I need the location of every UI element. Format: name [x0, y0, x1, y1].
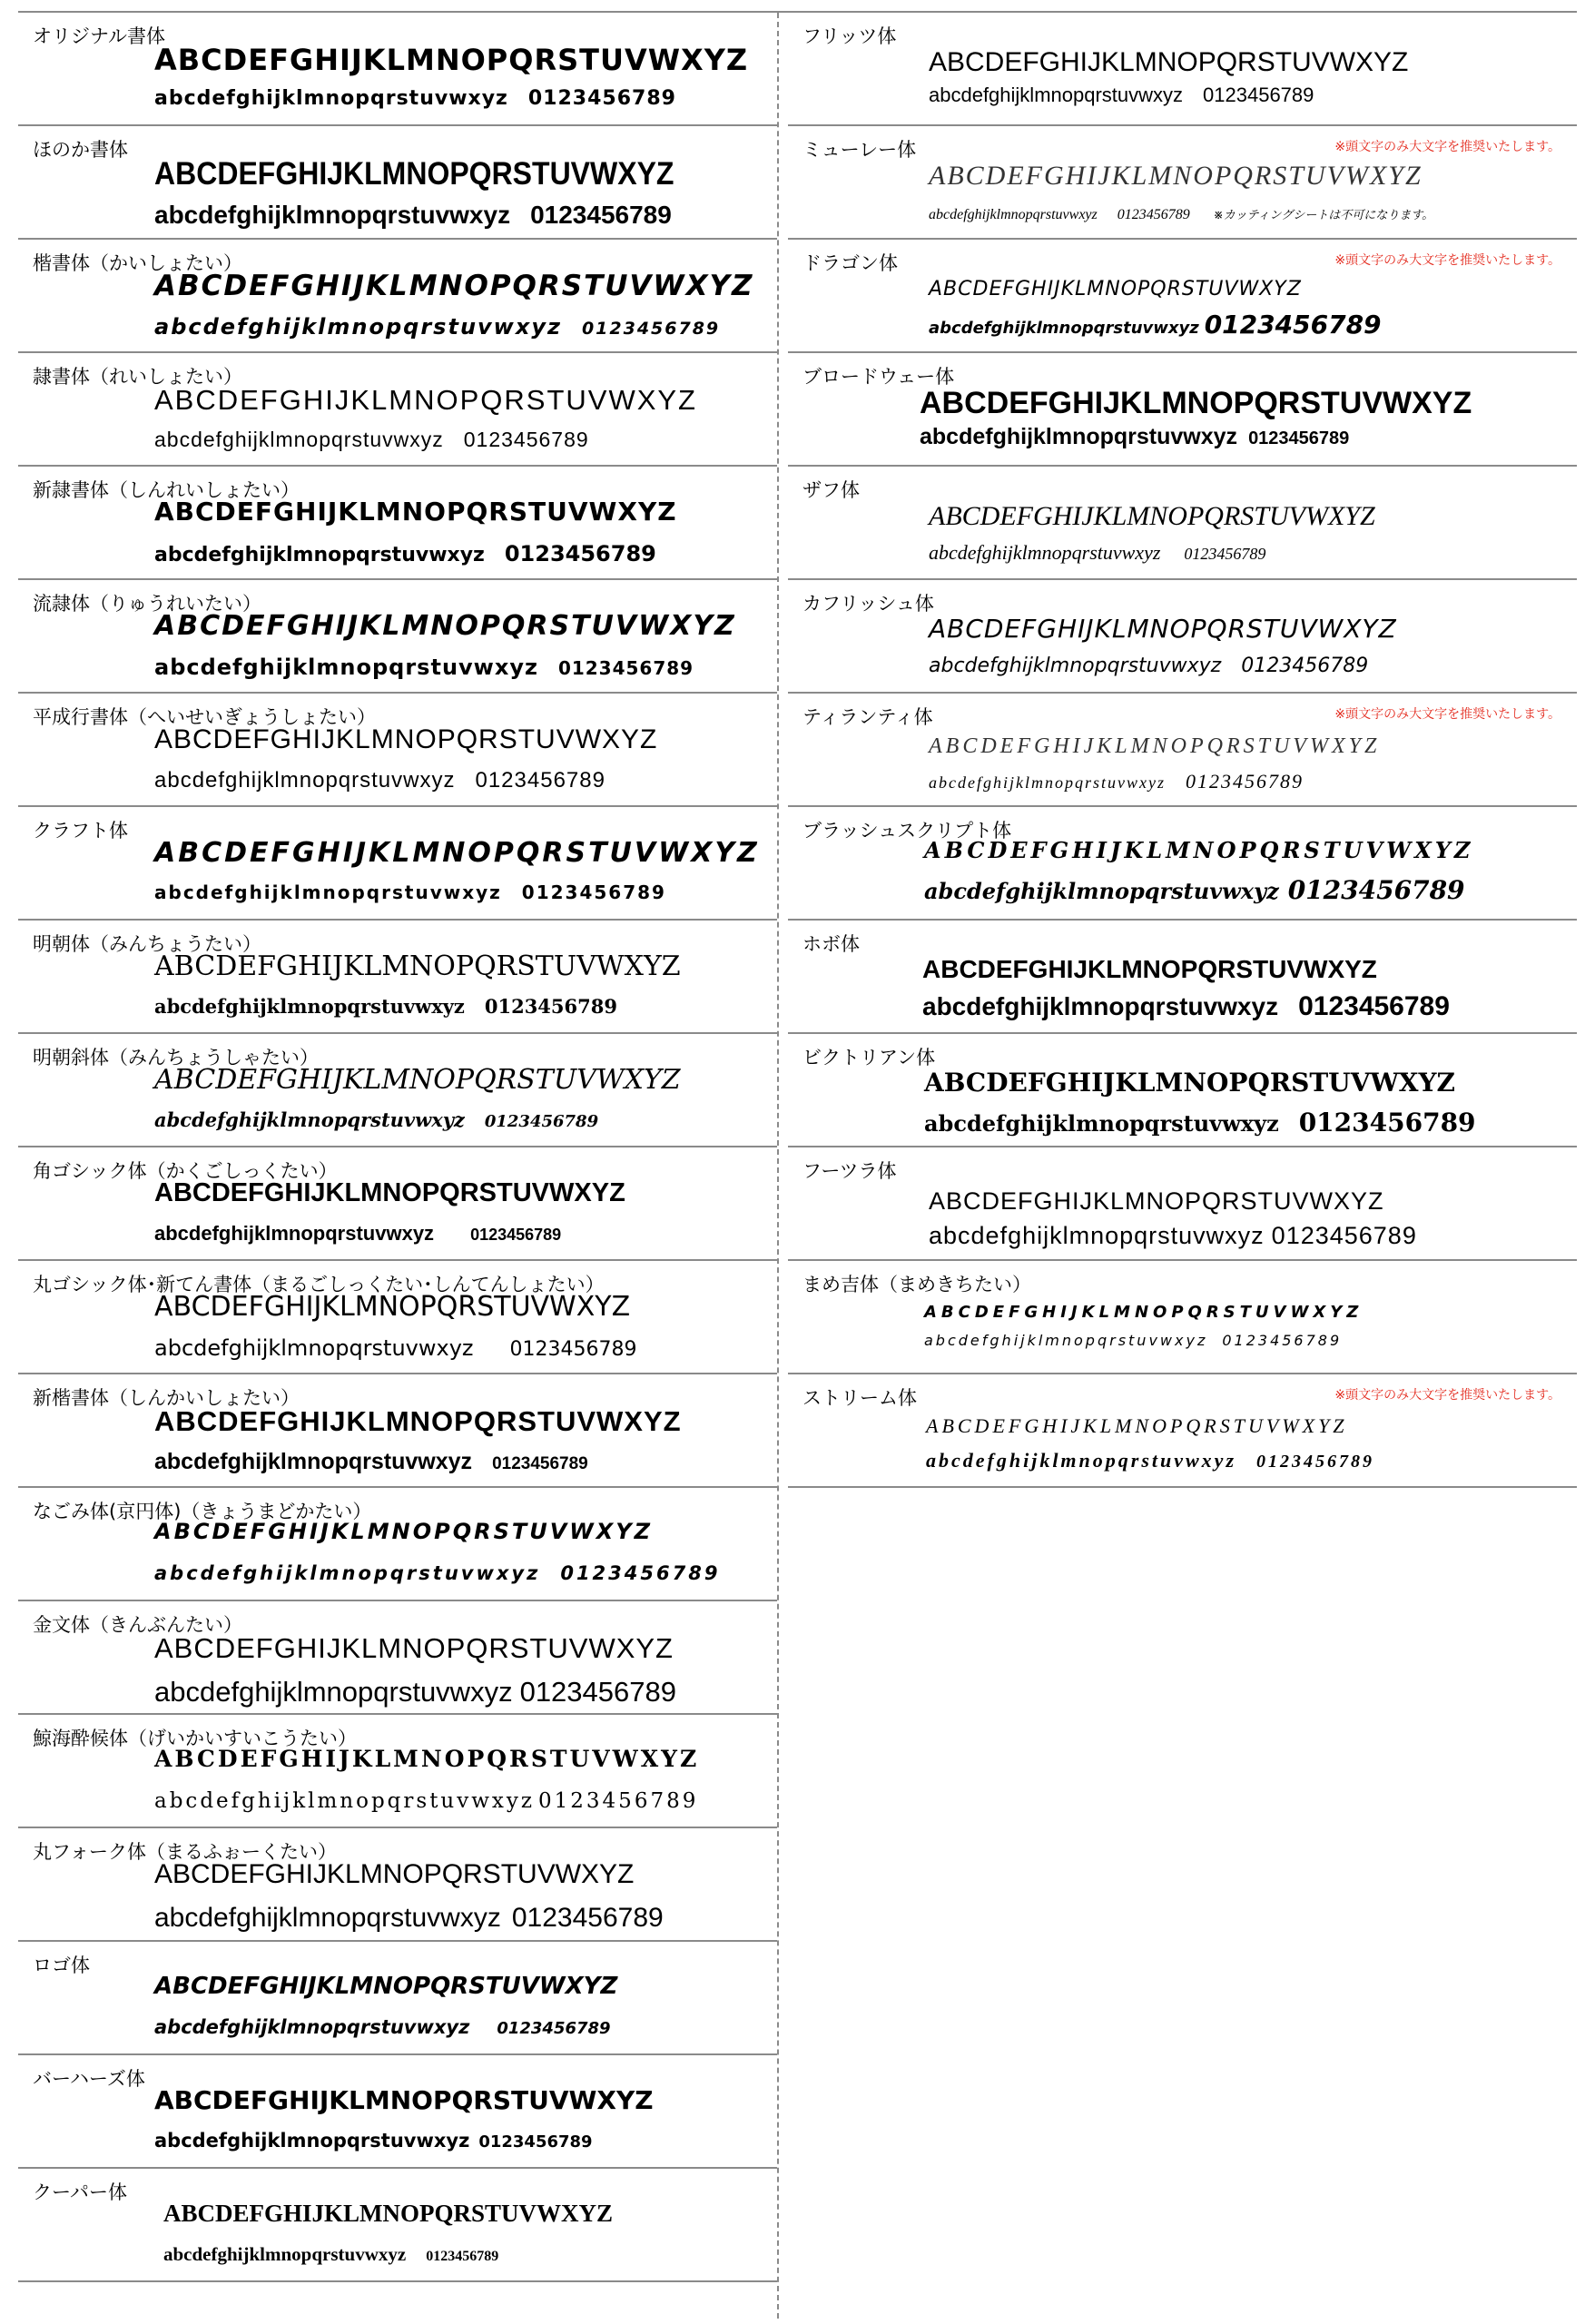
font-row-dragon [788, 240, 1577, 353]
sample-uppercase: ABCDEFGHIJKLMNOPQRSTUVWXYZ [163, 2200, 614, 2227]
sample-uppercase: ABCDEFGHIJKLMNOPQRSTUVWXYZ [929, 161, 1423, 191]
sample-uppercase: ABCDEFGHIJKLMNOPQRSTUVWXYZ [154, 2085, 654, 2115]
capital-note: ※頭文字のみ大文字を推奨いたします。 [1334, 140, 1561, 154]
font-label: 楷書体（かいしょたい） [33, 252, 242, 274]
font-row-reisho [18, 353, 777, 467]
sample-lower-text: abcdefghijklmnopqrstuvwxyz [154, 1562, 541, 1584]
sample-digits: 0123456789 [1298, 1108, 1476, 1137]
sample-lower-text: abcdefghijklmnopqrstuvwxyz [154, 1676, 513, 1708]
sample-lower-text: abcdefghijklmnopqrstuvwxyz [924, 1332, 1208, 1349]
sample-lowercase [154, 2018, 611, 2037]
font-row-ryu-rei [18, 580, 777, 694]
sample-uppercase: ABCDEFGHIJKLMNOPQRSTUVWXYZ [154, 43, 749, 77]
font-label: 明朝斜体（みんちょうしゃたい） [33, 1047, 319, 1068]
sample-uppercase: ABCDEFGHIJKLMNOPQRSTUVWXYZ [926, 1414, 1348, 1437]
sample-digits: 0123456789 [560, 1562, 721, 1584]
font-row-broadway [788, 353, 1577, 467]
font-row-barhaus [18, 2055, 777, 2169]
sample-uppercase: ABCDEFGHIJKLMNOPQRSTUVWXYZ [929, 614, 1397, 644]
font-row-brush-script [788, 807, 1577, 921]
sample-digits: 0123456789 [1248, 428, 1350, 448]
sample-uppercase: ABCDEFGHIJKLMNOPQRSTUVWXYZ [154, 384, 697, 416]
sample-uppercase: ABCDEFGHIJKLMNOPQRSTUVWXYZ [154, 1746, 700, 1772]
sample-lowercase [154, 656, 694, 678]
font-label: フーツラ体 [802, 1160, 897, 1182]
font-label: 明朝体（みんちょうたい） [33, 933, 261, 955]
font-label: クラフト体 [33, 820, 128, 842]
sample-lower-text: abcdefghijklmnopqrstuvwxyz [929, 319, 1199, 338]
sample-lowercase [926, 1451, 1374, 1471]
sample-digits: 0123456789 [1204, 310, 1382, 340]
sample-lower-text: abcdefghijklmnopqrstuvwxyz [154, 1449, 473, 1474]
font-label: ブロードウェー体 [802, 366, 955, 388]
font-row-victorian [788, 1034, 1577, 1147]
font-label: ホボ体 [802, 933, 860, 955]
sample-lowercase [154, 316, 720, 338]
sample-digits: 0123456789 [1117, 207, 1190, 222]
sample-lowercase [154, 1110, 598, 1130]
sample-lowercase [929, 1224, 1417, 1248]
sample-digits: 0123456789 [475, 768, 606, 793]
font-row-logo [18, 1942, 777, 2055]
font-label: 角ゴシック体（かくごしっくたい） [33, 1160, 338, 1182]
font-label: ほのか書体 [33, 139, 128, 161]
sample-uppercase: ABCDEFGHIJKLMNOPQRSTUVWXYZ [154, 610, 736, 642]
sample-digits: 0123456789 [509, 1338, 637, 1361]
cutting-sheet-note: ※カッティングシートは不可になります。 [1213, 209, 1434, 222]
sample-lower-text: abcdefghijklmnopqrstuvwxyz [926, 1449, 1237, 1472]
sample-uppercase: ABCDEFGHIJKLMNOPQRSTUVWXYZ [154, 1859, 635, 1889]
sample-digits: 0123456789 [497, 2019, 611, 2038]
sample-uppercase: ABCDEFGHIJKLMNOPQRSTUVWXYZ [922, 955, 1377, 983]
font-row-original [18, 13, 777, 126]
sample-uppercase: ABCDEFGHIJKLMNOPQRSTUVWXYZ [920, 386, 1472, 420]
sample-lower-text: abcdefghijklmnopqrstuvwxyz [154, 768, 456, 793]
sample-uppercase: ABCDEFGHIJKLMNOPQRSTUVWXYZ [924, 1303, 1364, 1322]
sample-digits: 0123456789 [521, 881, 666, 903]
sample-lowercase [154, 89, 676, 109]
font-row-stream [788, 1374, 1577, 1488]
sample-lower-text: abcdefghijklmnopqrstuvwxyz [154, 1335, 474, 1361]
sample-uppercase: ABCDEFGHIJKLMNOPQRSTUVWXYZ [154, 950, 681, 982]
capital-note: ※頭文字のみ大文字を推奨いたします。 [1334, 707, 1561, 722]
sample-lowercase [154, 1905, 664, 1932]
sample-uppercase: ABCDEFGHIJKLMNOPQRSTUVWXYZ [154, 724, 658, 754]
sample-lower-text: abcdefghijklmnopqrstuvwxyz [929, 207, 1098, 222]
font-row-tiranti [788, 694, 1577, 807]
sample-lower-text: abcdefghijklmnopqrstuvwxyz [929, 773, 1166, 792]
font-row-murray [788, 126, 1577, 240]
font-label: なごみ体(京円体)（きょうまどかたい） [33, 1501, 372, 1522]
sample-digits: 0123456789 [1287, 875, 1465, 905]
sample-lower-text: abcdefghijklmnopqrstuvwxyz [154, 87, 508, 110]
sample-digits: 0123456789 [1256, 1452, 1375, 1472]
sample-lowercase [920, 426, 1349, 448]
sample-lower-text: abcdefghijklmnopqrstuvwxyz [924, 878, 1279, 904]
sample-digits: 0123456789 [484, 1112, 599, 1131]
sample-lowercase [929, 772, 1304, 792]
font-row-kaflisch [788, 580, 1577, 694]
font-row-maru-folk [18, 1828, 777, 1942]
sample-uppercase: ABCDEFGHIJKLMNOPQRSTUVWXYZ [924, 1068, 1455, 1098]
sample-lower-text: abcdefghijklmnopqrstuvwxyz [929, 541, 1161, 564]
font-label: ザフ体 [802, 479, 860, 501]
capital-note: ※頭文字のみ大文字を推奨いたします。 [1334, 1388, 1561, 1403]
sample-lower-text: abcdefghijklmnopqrstuvwxyz [154, 428, 444, 451]
sample-digits: 0123456789 [484, 995, 617, 1018]
sample-lower-text: abcdefghijklmnopqrstuvwxyz [154, 2130, 470, 2152]
sample-digits: 0123456789 [519, 1676, 676, 1708]
sample-lowercase [154, 1337, 637, 1360]
sample-lowercase [154, 997, 617, 1016]
font-label: 丸ゴシック体･新てん書体（まるごしっくたい･しんてんしょたい） [33, 1274, 605, 1295]
font-label: 平成行書体（へいせいぎょうしょたい） [33, 706, 376, 728]
sample-digits: 0123456789 [538, 1789, 699, 1813]
sample-digits: 0123456789 [557, 657, 694, 679]
sample-digits: 0123456789 [1185, 770, 1304, 793]
sample-lowercase [154, 429, 589, 450]
font-row-maru-gothic [18, 1261, 777, 1374]
font-row-geikai-suikou [18, 1715, 777, 1828]
font-label: ストリーム体 [802, 1387, 917, 1409]
font-label: まめ吉体（まめきちたい） [802, 1274, 1031, 1295]
sample-uppercase: ABCDEFGHIJKLMNOPQRSTUVWXYZ [154, 1973, 618, 2000]
sample-lowercase [154, 1224, 561, 1244]
left-font-column [18, 13, 777, 2282]
font-row-futura [788, 1147, 1577, 1261]
font-row-fritz [788, 13, 1577, 126]
font-row-kaku-gothic [18, 1147, 777, 1261]
sample-lower-text: abcdefghijklmnopqrstuvwxyz [924, 1110, 1279, 1137]
sample-lower-text: abcdefghijklmnopqrstuvwxyz [154, 1108, 465, 1131]
sample-lower-text: abcdefghijklmnopqrstuvwxyz [920, 424, 1238, 449]
sample-digits: 0123456789 [463, 428, 589, 451]
sample-lowercase [154, 883, 666, 901]
font-label: ドラゴン体 [802, 252, 898, 274]
font-row-cooper [18, 2169, 777, 2282]
sample-lower-text: abcdefghijklmnopqrstuvwxyz [154, 881, 502, 903]
sample-lower-text: abcdefghijklmnopqrstuvwxyz [929, 655, 1222, 677]
sample-lowercase [154, 1678, 676, 1706]
sample-uppercase: ABCDEFGHIJKLMNOPQRSTUVWXYZ [929, 47, 1409, 77]
sample-digits: 0123456789 [1271, 1222, 1417, 1249]
font-row-zapf [788, 467, 1577, 580]
font-row-nagomi [18, 1488, 777, 1601]
font-label: 鯨海酔候体（げいかいすいこうたい） [33, 1728, 357, 1749]
sample-digits: 0123456789 [1241, 655, 1369, 677]
sample-uppercase: ABCDEFGHIJKLMNOPQRSTUVWXYZ [929, 278, 1302, 300]
font-row-heisei-gyosho [18, 694, 777, 807]
font-label: 新隷書体（しんれいしょたい） [33, 479, 300, 501]
font-label: 金文体（きんぶんたい） [33, 1614, 242, 1636]
sample-lowercase [929, 656, 1368, 676]
font-row-craft [18, 807, 777, 921]
sample-uppercase: ABCDEFGHIJKLMNOPQRSTUVWXYZ [929, 734, 1381, 758]
sample-lower-text: abcdefghijklmnopqrstuvwxyz [154, 1903, 501, 1933]
sample-lower-text: abcdefghijklmnopqrstuvwxyz [154, 1222, 435, 1245]
sample-lowercase [924, 1110, 1476, 1136]
sample-lowercase [154, 1451, 588, 1473]
sample-uppercase: ABCDEFGHIJKLMNOPQRSTUVWXYZ [154, 837, 760, 869]
sample-digits: 0123456789 [504, 541, 656, 566]
sample-digits: 0123456789 [1222, 1332, 1343, 1349]
sample-uppercase: ABCDEFGHIJKLMNOPQRSTUVWXYZ [154, 1291, 631, 1323]
sample-lowercase [929, 312, 1382, 338]
sample-lower-text: abcdefghijklmnopqrstuvwxyz [163, 2243, 407, 2265]
sample-lower-text: abcdefghijklmnopqrstuvwxyz [154, 314, 562, 340]
sample-uppercase: ABCDEFGHIJKLMNOPQRSTUVWXYZ [154, 497, 677, 527]
sample-lower-text: abcdefghijklmnopqrstuvwxyz [154, 2016, 470, 2038]
font-label: 丸フォーク体（まるふぉーくたい） [33, 1841, 337, 1863]
sample-lowercase [154, 543, 656, 566]
sample-lowercase [154, 1564, 720, 1583]
sample-digits: 0123456789 [426, 2249, 499, 2264]
sample-digits: 0123456789 [511, 1903, 664, 1933]
sample-uppercase: ABCDEFGHIJKLMNOPQRSTUVWXYZ [154, 270, 754, 302]
sample-uppercase: ABCDEFGHIJKLMNOPQRSTUVWXYZ [929, 501, 1375, 531]
sample-lower-text: abcdefghijklmnopqrstuvwxyz [154, 995, 465, 1018]
font-row-kaisho [18, 240, 777, 353]
sample-uppercase: ABCDEFGHIJKLMNOPQRSTUVWXYZ [154, 1632, 674, 1664]
sample-lower-text: abcdefghijklmnopqrstuvwxyz [922, 992, 1279, 1020]
sample-lower-text: abcdefghijklmnopqrstuvwxyz [929, 1222, 1265, 1249]
font-label: ビクトリアン体 [802, 1047, 936, 1068]
sample-uppercase: ABCDEFGHIJKLMNOPQRSTUVWXYZ [924, 837, 1474, 863]
sample-uppercase: ABCDEFGHIJKLMNOPQRSTUVWXYZ [154, 1178, 625, 1207]
sample-lowercase [929, 543, 1265, 563]
sample-uppercase: ABCDEFGHIJKLMNOPQRSTUVWXYZ [929, 1187, 1384, 1215]
font-row-honoka [18, 126, 777, 240]
sample-uppercase: ABCDEFGHIJKLMNOPQRSTUVWXYZ [154, 155, 674, 192]
column-divider [777, 13, 779, 2319]
sample-digits: 0123456789 [1184, 545, 1266, 563]
sample-lowercase [154, 770, 606, 792]
font-row-mamekichi [788, 1261, 1577, 1374]
sample-lower-text: abcdefghijklmnopqrstuvwxyz [929, 84, 1184, 106]
sample-digits: 0123456789 [470, 1226, 562, 1244]
right-font-column [788, 13, 1577, 1488]
font-label: ティランティ体 [802, 706, 933, 728]
sample-lowercase [163, 2245, 498, 2264]
sample-lowercase [929, 85, 1314, 105]
font-row-mincho-italic [18, 1034, 777, 1147]
sample-uppercase: ABCDEFGHIJKLMNOPQRSTUVWXYZ [154, 1519, 654, 1544]
font-row-hobo [788, 921, 1577, 1034]
capital-note: ※頭文字のみ大文字を推奨いたします。 [1334, 253, 1561, 268]
sample-digits: 0123456789 [1298, 991, 1450, 1021]
sample-uppercase: ABCDEFGHIJKLMNOPQRSTUVWXYZ [154, 1405, 682, 1437]
font-label: 流隷体（りゅうれいたい） [33, 593, 261, 615]
sample-digits: 0123456789 [530, 201, 672, 229]
font-label: カフリッシュ体 [802, 593, 934, 615]
font-label: ブラッシュスクリプト体 [802, 820, 1012, 842]
sample-lowercase [154, 1791, 698, 1812]
sample-digits: 0123456789 [1203, 84, 1314, 106]
sample-digits: 0123456789 [527, 87, 676, 110]
font-label: 新楷書体（しんかいしょたい） [33, 1387, 300, 1409]
sample-digits: 0123456789 [478, 2132, 593, 2152]
font-label: フリッツ体 [802, 25, 897, 47]
sample-lowercase [924, 1334, 1342, 1348]
sample-lowercase [922, 993, 1450, 1020]
sample-lowercase [929, 208, 1433, 222]
font-label: ロゴ体 [33, 1955, 90, 1976]
sample-lowercase [924, 875, 1465, 905]
font-label: クーパー体 [33, 2181, 127, 2203]
font-row-kinbun [18, 1601, 777, 1715]
sample-lower-text: abcdefghijklmnopqrstuvwxyz [154, 201, 511, 229]
sample-lower-text: abcdefghijklmnopqrstuvwxyz [154, 544, 485, 566]
sample-digits: 0123456789 [492, 1454, 588, 1473]
font-row-shin-reisho [18, 467, 777, 580]
sample-lowercase [154, 202, 672, 228]
sample-uppercase: ABCDEFGHIJKLMNOPQRSTUVWXYZ [154, 1064, 681, 1096]
sample-lowercase [154, 2132, 593, 2151]
font-row-mincho [18, 921, 777, 1034]
font-label: ミューレー体 [802, 139, 917, 161]
sample-lower-text: abcdefghijklmnopqrstuvwxyz [154, 655, 538, 680]
sample-lower-text: abcdefghijklmnopqrstuvwxyz [154, 1789, 536, 1813]
font-label: オリジナル書体 [33, 25, 165, 47]
sample-digits: 0123456789 [581, 319, 721, 339]
font-label: 隷書体（れいしょたい） [33, 366, 242, 388]
font-label: バーハーズ体 [33, 2068, 145, 2090]
font-row-shin-kaisho [18, 1374, 777, 1488]
